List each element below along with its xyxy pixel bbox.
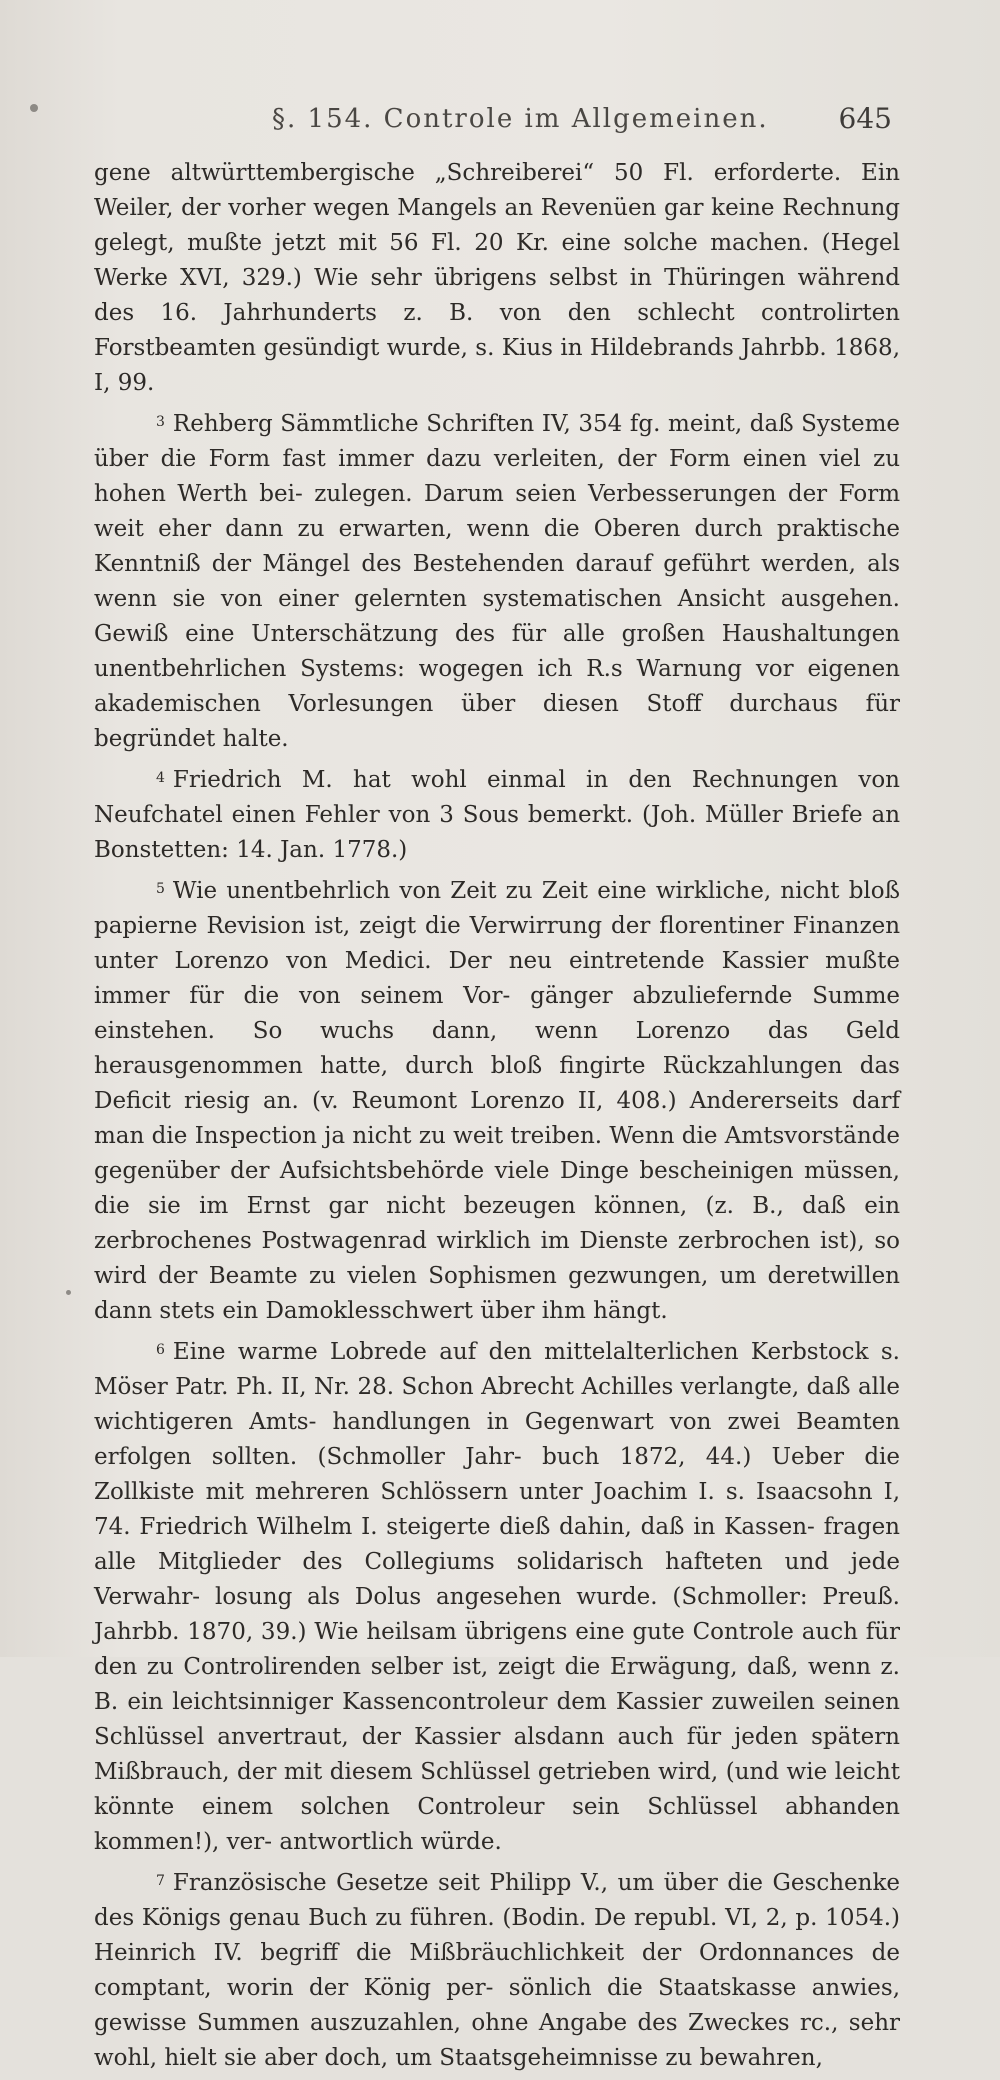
footnote-text bbox=[94, 878, 900, 1324]
text-line: Medici. Der neu eintretende Kassier mußte immer für die von seinem Vor- bbox=[94, 948, 901, 1009]
text-line: Wie heilsam übrigens eine gute Controle auch für den zu Controlirenden selber bbox=[94, 1619, 901, 1680]
text-line: Systems: wogegen ich R.s Warnung vor eigenen akademischen Vorlesungen über bbox=[94, 656, 900, 717]
text-line: zu weit treiben. Wenn die Amtsvorstände gegenüber der Aufsichtsbehörde viele bbox=[94, 1123, 900, 1184]
footnote-number: 6 bbox=[156, 1342, 165, 1358]
text-line: Damoklesschwert über ihm hängt. bbox=[265, 1298, 668, 1324]
footnote-number: 5 bbox=[156, 881, 165, 897]
text-line: losung als Dolus angesehen wurde. (Schmoller: Preuß. Jahrbb. 1870, 39.) bbox=[94, 1584, 900, 1645]
dust-speck bbox=[66, 1290, 71, 1295]
text-line: ist, zeigt die Erwägung, daß, wenn z. B. ein leichtsinniger Kassencontroleur dem bbox=[94, 1654, 900, 1715]
footnote-text bbox=[94, 411, 900, 752]
text-line: Gewiß eine Unterschätzung des für alle großen Haushaltungen unentbehrlichen bbox=[94, 621, 900, 682]
footnote-number: 4 bbox=[156, 770, 165, 786]
text-line: wenn die Oberen durch praktische Kenntniß der Mängel des Bestehenden darauf bbox=[94, 516, 900, 577]
text-line: Fehler von 3 Sous bemerkt. (Joh. Müller Briefe an Bonstetten: 14. Jan. bbox=[94, 802, 901, 863]
footnote-continuation bbox=[94, 156, 900, 401]
running-title: §. 154. Controle im Allgemeinen. bbox=[272, 104, 769, 134]
footnote-5 bbox=[94, 872, 900, 1329]
footnote-7 bbox=[94, 1864, 900, 2076]
text-line: Ph. II, Nr. 28. Schon Abrecht Achilles verlangte, daß alle wichtigeren Amts- bbox=[94, 1374, 900, 1435]
text-line: geführt werden, als wenn sie von einer gelernten systematischen Ansicht ausgehen. bbox=[94, 551, 900, 612]
text-line: Forstbeamten gesündigt wurde, s. Kius in Hildebrands Jahrbb. 1868, I, 99. bbox=[94, 335, 900, 396]
text-line: der Beamte zu vielen Sophismen gezwungen, um deretwillen dann stets ein bbox=[94, 1263, 900, 1324]
text-line: Dinge bescheinigen müssen, die sie im Ernst gar nicht bezeugen können, (z. B., bbox=[94, 1158, 900, 1219]
text-line: Französische Gesetze seit Philipp V., um über die Geschenke des Königs bbox=[94, 1870, 900, 1931]
footnote-text bbox=[94, 1339, 900, 1855]
text-line: fragen alle Mitglieder des Collegiums solidarisch hafteten und jede Verwahr- bbox=[94, 1514, 900, 1610]
text-line: (v. Reumont Lorenzo II, 408.) Andererseits darf man die Inspection ja nicht bbox=[94, 1088, 900, 1149]
text-line: herausgenommen hatte, durch bloß fingirte Rückzahlungen das Deficit riesig an. bbox=[94, 1053, 900, 1114]
text-line: Zweckes rc., sehr wohl, hielt sie aber doch, um Staatsgeheimnisse zu bewahren, bbox=[94, 2010, 901, 2071]
text-line: zulegen. Darum seien Verbesserungen der Form weit eher dann zu erwarten, bbox=[94, 481, 901, 542]
text-line: 1778.) bbox=[332, 837, 408, 863]
footnote-text bbox=[94, 160, 900, 396]
footnote-text bbox=[94, 767, 900, 863]
footnote-number: 7 bbox=[156, 1873, 165, 1889]
text-line: gänger abzuliefernde Summe einstehen. So wuchs dann, wenn Lorenzo das Geld bbox=[94, 983, 900, 1044]
text-line: Eine warme Lobrede auf den mittelalterlichen Kerbstock s. Möser Patr. bbox=[94, 1339, 900, 1400]
text-line: Friedrich M. hat wohl einmal in den Rechnungen von Neufchatel einen bbox=[94, 767, 900, 828]
text-line: Wie unentbehrlich von Zeit zu Zeit eine wirkliche, nicht bloß papierne bbox=[94, 878, 900, 939]
text-line: jeden spätern Mißbrauch, der mit diesem Schlüssel getrieben wird, (und wie bbox=[94, 1724, 900, 1785]
text-line: Kassier zuweilen seinen Schlüssel anvertraut, der Kassier alsdann auch für bbox=[94, 1689, 900, 1750]
footnote-6 bbox=[94, 1333, 900, 1860]
footnote-4 bbox=[94, 761, 900, 868]
dust-speck bbox=[30, 104, 38, 112]
text-line: begriff die Mißbräuchlichkeit der Ordonnances de comptant, worin der König per- bbox=[94, 1940, 900, 2001]
text-line: handlungen in Gegenwart von zwei Beamten erfolgen sollten. (Schmoller Jahr- bbox=[94, 1409, 901, 1470]
text-line: buch 1872, 44.) Ueber die Zollkiste mit mehreren Schlössern unter Joachim I. bbox=[94, 1444, 901, 1505]
text-line: Rehberg Sämmtliche Schriften IV, 354 fg. meint, daß Systeme über bbox=[94, 411, 900, 472]
text-line: leicht könnte einem solchen Controleur sein Schlüssel abhanden kommen!), ver- bbox=[94, 1759, 900, 1855]
footnote-number: 3 bbox=[156, 414, 165, 430]
text-line: gene altwürttembergische „Schreiberei“ 50 Fl. erforderte. Ein Weiler, der vorher bbox=[94, 160, 900, 221]
text-line: s. Isaacsohn I, 74. Friedrich Wilhelm I. steigerte dieß dahin, daß in Kassen- bbox=[94, 1479, 901, 1540]
footnote-text bbox=[94, 1870, 900, 2071]
page-header bbox=[92, 96, 892, 140]
text-line: sönlich die Staatskasse anwies, gewisse Summen auszuzahlen, ohne Angabe des bbox=[94, 1975, 901, 2036]
text-line: 20 Kr. eine solche machen. (Hegel Werke XVI, 329.) Wie sehr übrigens selbst bbox=[94, 230, 901, 291]
text-line: Revision ist, zeigt die Verwirrung der florentiner Finanzen unter Lorenzo von bbox=[94, 913, 901, 974]
text-line: in Thüringen während des 16. Jahrhunderts z. B. von den schlecht controlirten bbox=[94, 265, 901, 326]
text-line: antwortlich würde. bbox=[279, 1829, 502, 1855]
body-text bbox=[94, 156, 900, 2080]
text-line: diesen Stoff durchaus für begründet halte. bbox=[94, 691, 900, 752]
text-line: wegen Mangels an Revenüen gar keine Rechnung gelegt, mußte jetzt mit 56 Fl. bbox=[94, 195, 900, 256]
text-line: genau Buch zu führen. (Bodin. De republ. VI, 2, p. 1054.) Heinrich IV. bbox=[94, 1905, 901, 1966]
footnote-3 bbox=[94, 405, 900, 757]
text-line: daß ein zerbrochenes Postwagenrad wirklich im Dienste zerbrochen ist), so wird bbox=[94, 1193, 901, 1289]
text-line: die Form fast immer dazu verleiten, der Form einen viel zu hohen Werth bei- bbox=[94, 446, 901, 507]
page-number: 645 bbox=[838, 102, 892, 135]
